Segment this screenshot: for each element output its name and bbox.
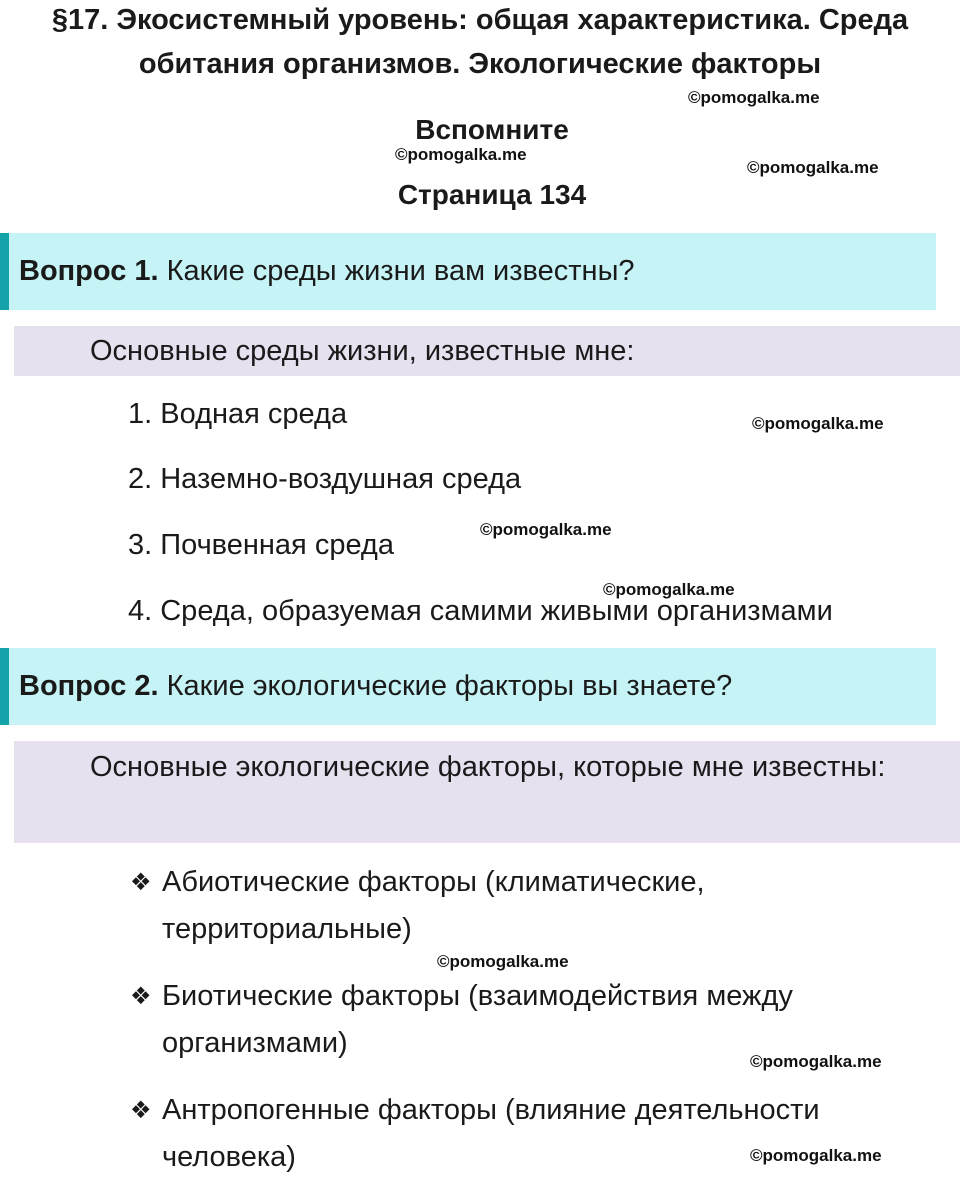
answer-1-intro: Основные среды жизни, известные мне:: [90, 335, 635, 367]
watermark: ©pomogalka.me: [395, 145, 527, 164]
list-item: 3. Почвенная среда: [128, 529, 394, 561]
diamond-bullet-icon: ❖: [130, 869, 152, 896]
answer-1-box: [14, 326, 960, 376]
bullet-text: Антропогенные факторы (влияние деятельности человека): [162, 1094, 820, 1173]
section-heading: Вспомните: [415, 114, 569, 145]
list-item: 2. Наземно-воздушная среда: [128, 463, 522, 495]
page-title-line-2: обитания организмов. Экологические факторы: [138, 48, 822, 80]
watermark: ©pomogalka.me: [752, 414, 884, 433]
question-1-label: Вопрос 1.: [19, 255, 159, 287]
watermark: ©pomogalka.me: [747, 158, 879, 177]
diamond-bullet-icon: ❖: [130, 983, 152, 1010]
question-1-box: [0, 233, 936, 310]
question-1-text: Какие среды жизни вам известны?: [166, 255, 635, 287]
question-2-label: Вопрос 2.: [19, 670, 159, 702]
watermark: ©pomogalka.me: [603, 580, 735, 599]
watermark: ©pomogalka.me: [480, 520, 612, 539]
watermark: ©pomogalka.me: [750, 1146, 882, 1165]
question-2-box: [0, 648, 936, 725]
question-2-text: Какие экологические факторы вы знаете?: [166, 670, 733, 702]
list-item: 4. Среда, образуемая самими живыми организмами: [128, 595, 833, 627]
list-item: [130, 1087, 940, 1181]
answer-2-intro: Основные экологические факторы, которые мне известны:: [90, 751, 886, 783]
page-number-heading: Страница 134: [397, 179, 587, 210]
list-item: 1. Водная среда: [128, 398, 348, 430]
bullet-text: Абиотические факторы (климатические, территориальные): [162, 866, 705, 945]
answer-2-box: [14, 741, 960, 843]
diamond-bullet-icon: ❖: [130, 1097, 152, 1124]
list-item: [130, 859, 940, 953]
bullet-text: Биотические факторы (взаимодействия между организмами): [162, 980, 793, 1059]
watermark: ©pomogalka.me: [437, 952, 569, 971]
watermark: ©pomogalka.me: [750, 1052, 882, 1071]
list-item: [130, 973, 940, 1067]
page-title-line-1: §17. Экосистемный уровень: общая характеристика. Среда: [51, 4, 909, 36]
watermark: ©pomogalka.me: [688, 88, 820, 107]
